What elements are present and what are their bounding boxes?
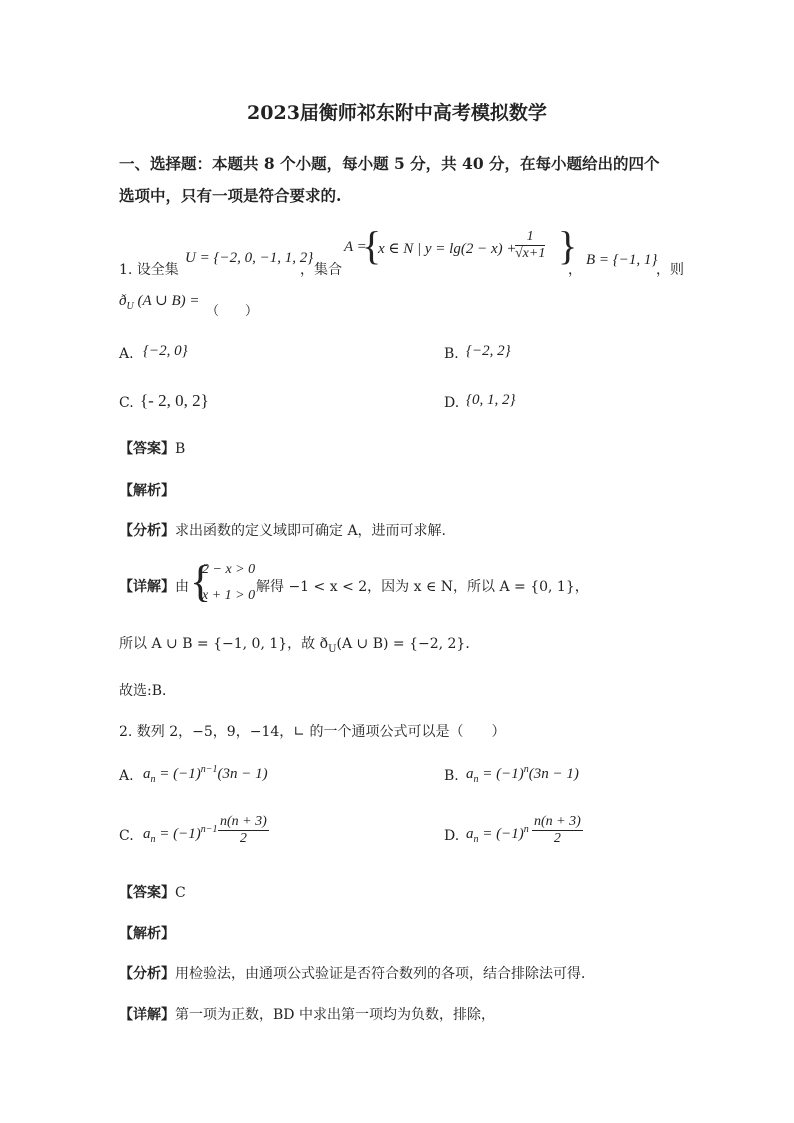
section-header-line1: 一、选择题：本题共 8 个小题，每小题 5 分，共 40 分，在每小题给出的四个: [119, 154, 660, 173]
section-header-line2: 选项中，只有一项是符合要求的.: [119, 186, 342, 205]
q1-brace-right: }: [558, 223, 578, 268]
q2-a-exp: n−1: [200, 764, 218, 775]
q1-analysis-tag: 【解析】: [119, 483, 175, 499]
q2-stem-a: 2. 数列 2，−5，9，−14，: [119, 724, 294, 740]
q2-fenxi: [119, 963, 595, 983]
q2-detail: [119, 1004, 495, 1024]
q1-option-a-value: {−2, 0}: [143, 343, 188, 359]
q2-d-sub: n: [473, 834, 479, 845]
q2-option-d-fraction: [532, 814, 583, 847]
q1-option-d-label: D.: [444, 395, 460, 411]
q1-option-b-label: B.: [444, 346, 459, 362]
q2-d-den: 2: [553, 831, 561, 846]
q2-a-mid: = (−1): [155, 766, 201, 782]
q1-option-c-value: {- 2, 0, 2}: [140, 391, 209, 410]
q2-d-exp: n: [523, 824, 529, 835]
q1-detail-line2: [119, 633, 479, 655]
q2-answer: [119, 882, 186, 902]
q1-option-d-value: {0, 1, 2}: [466, 392, 516, 408]
q2-c-sub: n: [150, 834, 156, 845]
q2-c-lhs: a: [143, 826, 151, 842]
q2-c-num: n(n + 3): [220, 814, 267, 829]
q1-fraction: [515, 229, 545, 262]
q1-complement-sub: U: [126, 301, 134, 312]
q1-system-eq1: 2 − x > 0: [202, 562, 256, 577]
q1-comma: ，: [568, 262, 582, 278]
q2-d-lhs: a: [466, 826, 474, 842]
q1-option-b-value: {−2, 2}: [466, 343, 511, 359]
page-title: 2023届衡师祁东附中高考模拟数学: [247, 102, 547, 124]
q2-option-a-formula: [143, 764, 268, 785]
q1-fenxi: [119, 520, 446, 540]
q1-option-c-label: C.: [119, 395, 134, 411]
q1-set-b: B = {−1, 1}: [586, 252, 658, 268]
q1-system-brace: {: [190, 557, 212, 606]
q2-b-mid: = (−1): [478, 766, 524, 782]
q2-option-b-formula: [466, 764, 579, 785]
q2-b-exp: n: [523, 764, 529, 775]
q1-line2-text: 所以 A ∪ B = {−1, 0, 1}，故 ð: [119, 636, 329, 652]
q2-detail-text: 第一项为正数，BD 中求出第一项均为负数，排除，: [175, 1007, 495, 1023]
q1-option-a-label: A.: [119, 346, 134, 362]
q2-c-mid: = (−1): [155, 826, 201, 842]
q1-complement-line: [119, 291, 199, 312]
q1-answer: [119, 438, 185, 458]
q1-mid: ，集合: [300, 262, 342, 278]
q1-complement-arg: (A ∪ B) =: [137, 293, 200, 309]
q1-brace-left: {: [362, 223, 382, 268]
q2-b-sub: n: [473, 774, 479, 785]
q2-option-a-label: A.: [119, 768, 134, 784]
q1-line2-sub: U: [328, 643, 337, 655]
q2-option-c-fraction: [218, 814, 269, 847]
q1-conclusion: 故选:B．: [119, 683, 177, 699]
q2-a-sub: n: [150, 774, 156, 785]
q2-c-exp: n−1: [200, 824, 218, 835]
q1-prefix: 1. 设全集: [119, 262, 179, 278]
q2-option-b-label: B.: [444, 768, 459, 784]
q1-line2-end: (A ∪ B) = {−2, 2}．: [336, 636, 480, 652]
q2-a-lhs: a: [143, 766, 151, 782]
q1-answer-value: B: [175, 441, 186, 457]
q1-detail-rest: 解得 −1 < x < 2，因为 x ∈ N，所以 A = {0, 1}，: [256, 579, 589, 595]
q1-set-a-body: x ∈ N | y = lg(2 − x) +: [378, 241, 517, 257]
q2-d-num: n(n + 3): [534, 814, 581, 829]
q1-detail-you: 由: [175, 579, 189, 595]
q2-answer-tag: 【答案】: [119, 885, 175, 901]
q1-paren: （ ）: [206, 304, 259, 319]
q2-option-d-formula-lhs: [466, 824, 529, 845]
q2-stem-b: 的一个通项公式可以是（ ）: [305, 724, 506, 740]
q1-fraction-den: √x+1: [515, 246, 546, 261]
q2-stem: [119, 721, 505, 741]
q1-system-eq2: x + 1 > 0: [202, 588, 256, 603]
q2-fenxi-tag: 【分析】: [119, 966, 175, 982]
q2-option-c-label: C.: [119, 828, 134, 844]
q1-fenxi-text: 求出函数的定义域即可确定 A，进而可求解.: [175, 523, 447, 539]
q1-detail: [119, 576, 189, 596]
q2-option-d-label: D.: [444, 828, 460, 844]
q2-analysis-tag: 【解析】: [119, 926, 175, 942]
q2-b-lhs: a: [466, 766, 474, 782]
q2-option-c-formula-lhs: [143, 824, 217, 845]
q1-tail: ，则: [656, 262, 684, 278]
q2-b-rhs: (3n − 1): [528, 766, 579, 782]
q1-set-a-left: A =: [344, 239, 367, 255]
q1-universal-set: U = {−2, 0, −1, 1, 2}: [185, 250, 314, 266]
q2-a-rhs: (3n − 1): [217, 766, 268, 782]
q2-detail-tag: 【详解】: [119, 1007, 175, 1023]
q2-fenxi-text: 用检验法，由通项公式验证是否符合数列的各项，结合排除法可得．: [175, 966, 595, 982]
q1-detail-tag: 【详解】: [119, 579, 175, 595]
q2-d-mid: = (−1): [478, 826, 524, 842]
q1-complement-symbol: ð: [119, 293, 127, 309]
q2-answer-value: C: [175, 885, 186, 901]
q2-c-den: 2: [239, 831, 247, 846]
q1-fenxi-tag: 【分析】: [119, 523, 175, 539]
q1-fraction-num: 1: [515, 229, 545, 246]
q1-answer-tag: 【答案】: [119, 441, 175, 457]
q2-ellipsis: ∟: [293, 724, 305, 740]
